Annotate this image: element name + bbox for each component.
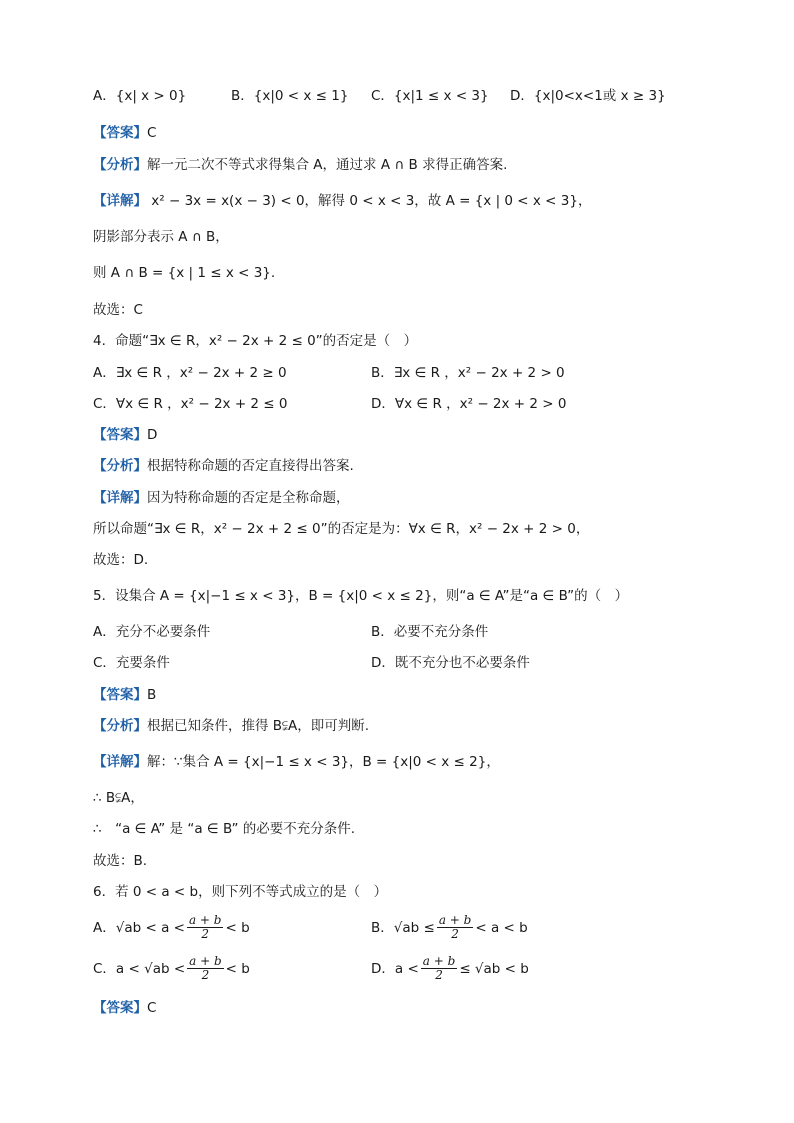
q3-detail-1 (93, 191, 591, 211)
q6-option-a-post: < b (225, 919, 250, 936)
q5-option-c: C．充要条件 (93, 655, 170, 671)
q5-option-b: B．必要不充分条件 (371, 624, 489, 640)
fraction-denominator: 2 (201, 927, 210, 941)
detail-text: x² − 3x = x(x − 3) < 0，解得 0 < x < 3，故 A = {x | 0 < x < 3}， (151, 193, 592, 209)
q4-detail-2: 所以命题“∃x ∈ R，x² − 2x + 2 ≤ 0”的否定是为：∀x ∈ R，x² − 2x + 2 > 0， (93, 521, 590, 537)
q4-choose: 故选：D. (93, 552, 149, 568)
q5-analysis (93, 716, 369, 736)
q6-option-b-post: < a < b (475, 919, 528, 936)
fraction (187, 955, 224, 982)
q4-answer (93, 425, 157, 445)
q4-stem: 4．命题“∃x ∈ R，x² − 2x + 2 ≤ 0”的否定是（ ） (93, 333, 418, 349)
q3-detail-2: 阴影部分表示 A ∩ B， (93, 229, 229, 245)
q5-option-d: D．既不充分也不必要条件 (371, 655, 530, 671)
q6-option-c (93, 955, 250, 982)
q6-option-d (371, 955, 529, 982)
fraction (437, 914, 474, 941)
answer-tag: 【答案】 (93, 125, 147, 141)
detail-text: 因为特称命题的否定是全称命题， (147, 490, 350, 506)
q6-answer (93, 998, 156, 1018)
q4-option-a: A．∃x ∈ R ，x² − 2x + 2 ≥ 0 (93, 365, 287, 381)
q6-option-a-pre: A．√ab < a < (93, 919, 185, 936)
q6-option-d-pre: D．a < (371, 960, 419, 977)
q3-answer (93, 123, 156, 143)
q3-choose: 故选：C (93, 302, 143, 318)
answer-tag: 【答案】 (93, 1000, 147, 1016)
fraction-numerator: a + b (438, 913, 472, 927)
q3-analysis (93, 155, 507, 175)
answer-tag: 【答案】 (93, 687, 147, 703)
q4-detail-1 (93, 488, 350, 508)
detail-text: 解：∵集合 A = {x|−1 ≤ x < 3}，B = {x|0 < x ≤ 2}， (147, 754, 500, 770)
q5-stem: 5．设集合 A = {x|−1 ≤ x < 3}，B = {x|0 < x ≤ 2}，则“a ∈ A”是“a ∈ B”的（ ） (93, 588, 629, 604)
q4-analysis (93, 456, 354, 476)
fraction-numerator: a + b (422, 954, 456, 968)
q6-option-c-pre: C．a < √ab < (93, 960, 186, 977)
fraction (421, 955, 458, 982)
q3-option-a: A．{x| x > 0} (93, 88, 187, 104)
q3-option-d: D．{x|0<x<1或 x ≥ 3} (510, 88, 666, 104)
analysis-tag: 【分析】 (93, 458, 147, 474)
answer-value: C (147, 1000, 157, 1016)
analysis-text: 根据特称命题的否定直接得出答案. (147, 458, 354, 474)
detail-tag: 【详解】 (93, 490, 147, 506)
q5-detail-2: ∴ B⫋A， (93, 790, 144, 806)
q3-option-b: B．{x|0 < x ≤ 1} (231, 88, 349, 104)
answer-value: C (147, 125, 157, 141)
q6-option-a (93, 914, 250, 941)
analysis-tag: 【分析】 (93, 157, 147, 173)
q6-stem: 6．若 0 < a < b，则下列不等式成立的是（ ） (93, 884, 388, 900)
detail-tag: 【详解】 (93, 193, 147, 209)
fraction-numerator: a + b (189, 954, 222, 968)
q3-detail-3: 则 A ∩ B = {x | 1 ≤ x < 3}. (93, 265, 276, 281)
q5-detail-3: ∴ “a ∈ A” 是 “a ∈ B” 的必要不充分条件. (93, 821, 356, 837)
fraction-numerator: a + b (188, 913, 222, 927)
fraction (187, 914, 224, 941)
q5-choose: 故选：B. (93, 853, 148, 869)
q6-option-b (371, 914, 528, 941)
answer-value: D (147, 427, 158, 443)
fraction-denominator: 2 (201, 968, 210, 982)
q5-answer (93, 685, 156, 705)
fraction-denominator: 2 (451, 927, 459, 941)
fraction-denominator: 2 (435, 968, 443, 982)
answer-value: B (147, 687, 157, 703)
detail-tag: 【详解】 (93, 754, 147, 770)
q4-option-c: C．∀x ∈ R ，x² − 2x + 2 ≤ 0 (93, 396, 288, 412)
q6-option-d-post: ≤ √ab < b (459, 960, 529, 977)
analysis-tag: 【分析】 (93, 718, 147, 734)
answer-tag: 【答案】 (93, 427, 147, 443)
q4-option-d: D．∀x ∈ R ，x² − 2x + 2 > 0 (371, 396, 567, 412)
analysis-text: 根据已知条件，推得 B⫋A，即可判断. (147, 718, 370, 734)
analysis-text: 解一元二次不等式求得集合 A，通过求 A ∩ B 求得正确答案. (147, 157, 508, 173)
q5-detail-1 (93, 752, 500, 772)
q6-option-b-pre: B．√ab ≤ (371, 919, 435, 936)
q6-option-c-post: < b (225, 960, 250, 977)
q5-option-a: A．充分不必要条件 (93, 624, 211, 640)
q4-option-b: B．∃x ∈ R ，x² − 2x + 2 > 0 (371, 365, 565, 381)
q3-option-c: C．{x|1 ≤ x < 3} (371, 88, 489, 104)
